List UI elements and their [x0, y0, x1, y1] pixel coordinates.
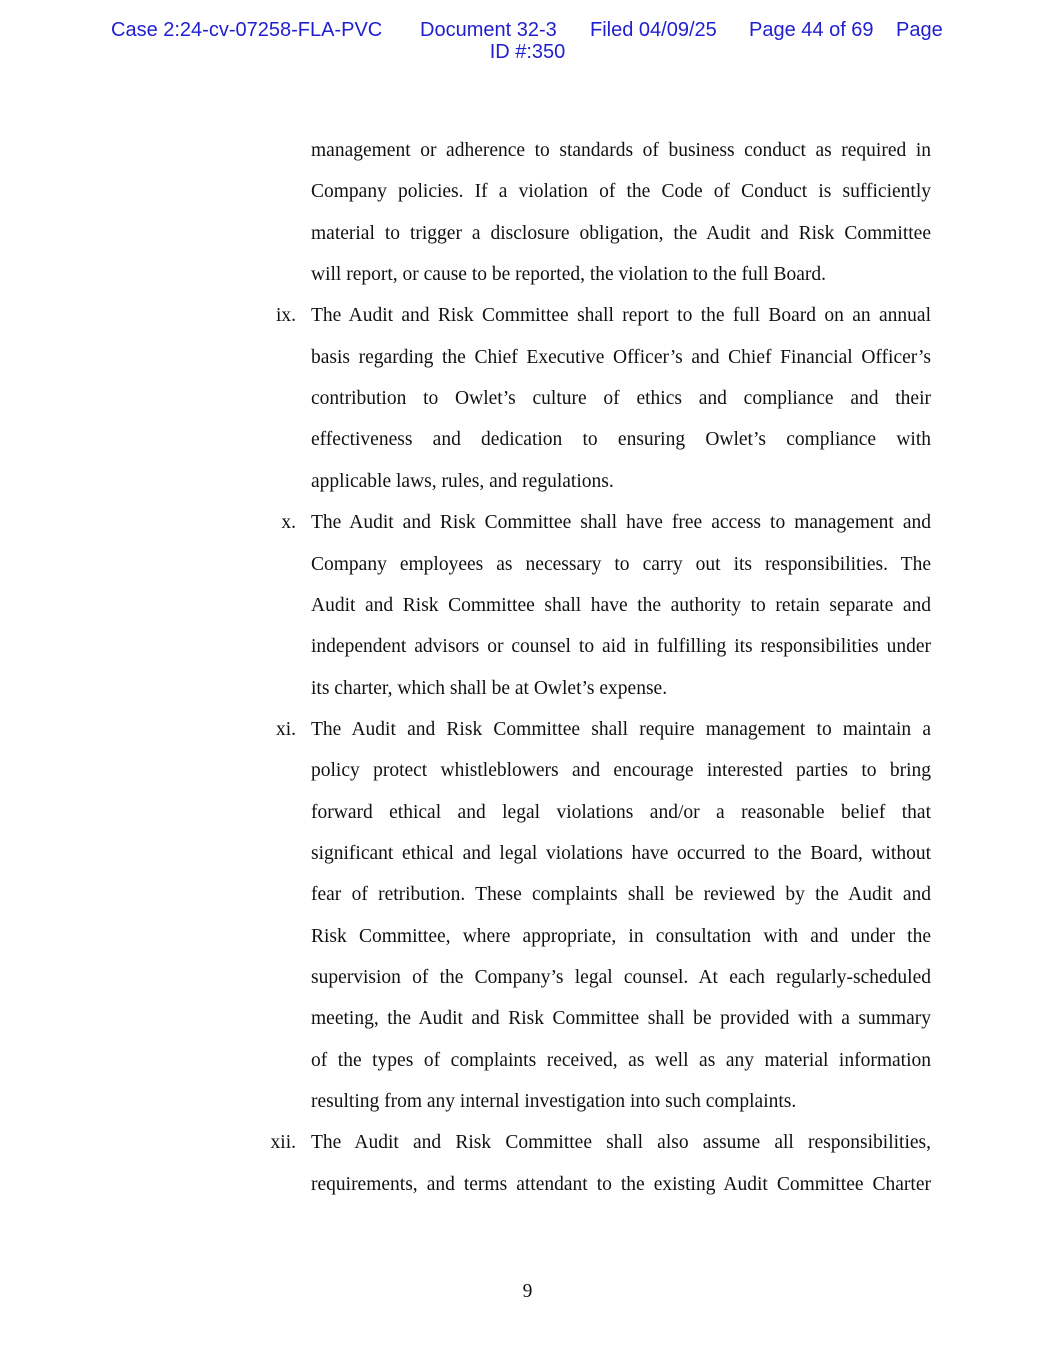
list-item-marker: x.	[281, 512, 296, 534]
list-item-line: requirements, and terms attendant to the existing Audit Committee Charter	[311, 1173, 931, 1195]
list-item-line: of the types of complaints received, as well as any material information	[311, 1049, 931, 1071]
list-item-line: Audit and Risk Committee shall have the authority to retain separate and	[311, 594, 931, 616]
list-item-line: The Audit and Risk Committee shall also assume all responsibilities,	[311, 1132, 931, 1154]
list-item-marker: ix.	[275, 305, 296, 327]
list-item-line: supervision of the Company’s legal counsel. At each regularly-scheduled	[311, 967, 931, 988]
page-number: 9	[522, 1281, 533, 1302]
page-id-prefix: Page	[896, 19, 943, 41]
list-item-line: forward ethical and legal violations and/or a reasonable belief that	[311, 801, 931, 823]
list-item-line: Risk Committee, where appropriate, in consultation with and under the	[311, 925, 931, 947]
page-count: Page 44 of 69	[749, 19, 874, 41]
list-item-line: applicable laws, rules, and regulations.	[311, 470, 614, 492]
list-item-marker: xii.	[270, 1132, 296, 1154]
list-item-line: policy protect whistleblowers and encourage interested parties to bring	[311, 760, 931, 782]
paragraph-line: Company policies. If a violation of the Code of Conduct is sufficiently	[311, 181, 931, 203]
list-item-line: its charter, which shall be at Owlet’s expense.	[311, 677, 668, 699]
list-item-line: contribution to Owlet’s culture of ethics and compliance and their	[311, 388, 931, 410]
list-item-line: fear of retribution. These complaints shall be reviewed by the Audit and	[311, 884, 931, 906]
list-item-line: basis regarding the Chief Executive Officer’s and Chief Financial Officer’s	[311, 346, 931, 368]
list-item-line: resulting from any internal investigation into such complaints.	[311, 1091, 797, 1113]
paragraph-line: will report, or cause to be reported, the violation to the full Board.	[311, 264, 826, 286]
paragraph-line: management or adherence to standards of business conduct as required in	[311, 140, 931, 161]
list-item-marker: xi.	[275, 718, 296, 740]
document-number: Document 32-3	[420, 19, 557, 41]
case-number: Case 2:24-cv-07258-FLA-PVC	[111, 19, 383, 41]
list-item-line: Company employees as necessary to carry out its responsibilities. The	[311, 553, 931, 575]
list-item-line: independent advisors or counsel to aid in fulfilling its responsibilities under	[311, 636, 931, 658]
list-item-line: significant ethical and legal violations have occurred to the Board, without	[311, 842, 931, 864]
list-item-line: The Audit and Risk Committee shall require management to maintain a	[311, 718, 931, 740]
paragraph-line: material to trigger a disclosure obligation, the Audit and Risk Committee	[311, 222, 931, 244]
page-id: ID #:350	[489, 41, 566, 63]
filed-date: Filed 04/09/25	[590, 19, 717, 41]
list-item-line: effectiveness and dedication to ensuring Owlet’s compliance with	[311, 429, 931, 451]
list-item-line: The Audit and Risk Committee shall have free access to management and	[311, 512, 931, 534]
list-item-line: The Audit and Risk Committee shall report to the full Board on an annual	[311, 305, 931, 327]
list-item-line: meeting, the Audit and Risk Committee shall be provided with a summary	[311, 1008, 931, 1030]
